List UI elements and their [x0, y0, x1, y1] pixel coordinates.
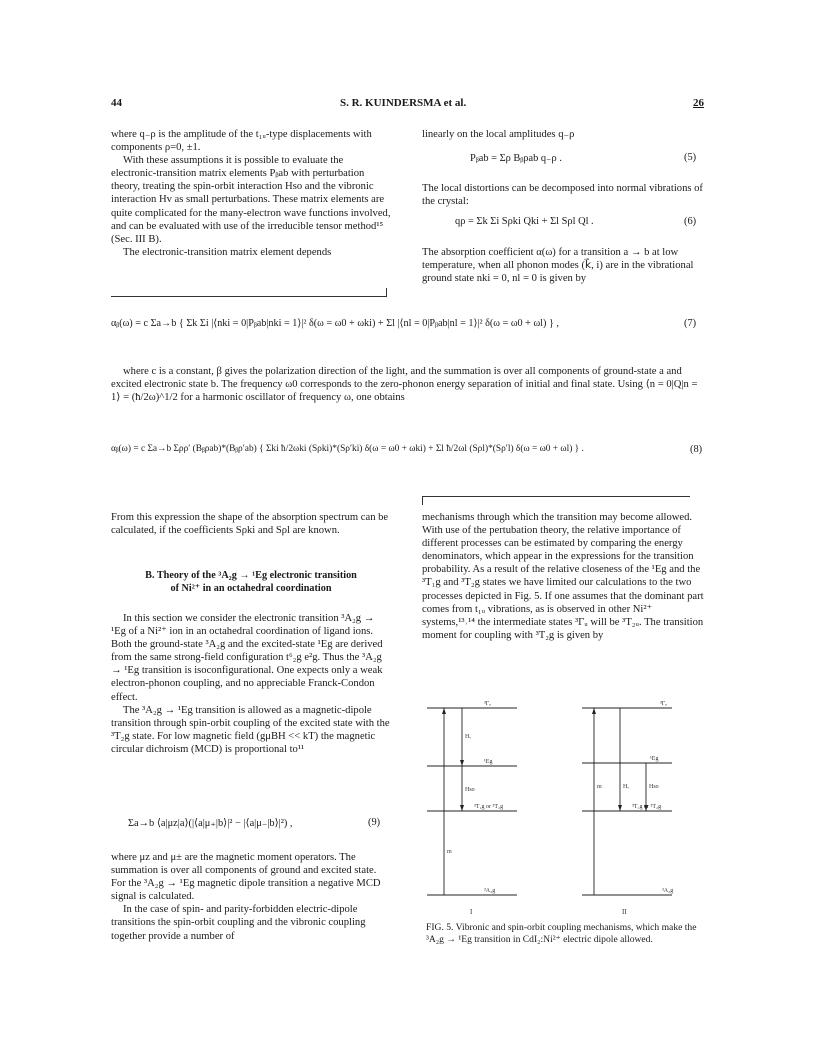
- panel-label-I: I: [470, 908, 473, 916]
- label-a2g-I: ³A₂g: [484, 888, 496, 894]
- right-top-column-2: [422, 182, 707, 208]
- label-hso-II: Hso: [649, 784, 659, 790]
- paragraph: The electronic-transition matrix element depends: [123, 246, 332, 258]
- equation-8: αᵦ(ω) = c Σa→b Σρρ′ (Bᵦρab)*(Bᵦρ′ab) { Σki ħ/2ωki (Sρki)*(Sρ′ki) δ(ω = ω0 + ωki) + Σl ħ/2ωl (Sρl)*(Sρ′l) δ(ω = ω0 + ωl) } .: [111, 444, 584, 454]
- right-bottom-column: [422, 511, 707, 642]
- equation-8-number: (8): [690, 444, 703, 455]
- panel-label-II: II: [622, 908, 627, 916]
- label-m-II: m: [597, 784, 602, 790]
- label-eg-I: ¹Eg: [484, 759, 493, 765]
- equation-5: Pᵦab = Σρ Bᵦρab q₋ρ .: [470, 153, 562, 164]
- left-top-column: [111, 128, 391, 259]
- label-gamma-u-I: ³Γᵤ: [484, 701, 492, 707]
- label-hv-I: Hᵥ: [465, 734, 472, 740]
- energy-level-diagram: [422, 688, 712, 923]
- right-top-column-3: [422, 246, 707, 285]
- paragraph: where μz and μ± are the magnetic moment operators. The summation is over all components of ground and excited state. For the ³A₂g → ¹Eg magnetic dipole transition a negative MCD signal is calculated.: [111, 852, 381, 903]
- equation-7-number: (7): [684, 318, 697, 329]
- paragraph: The local distortions can be decomposed into normal vibrations of the crystal:: [422, 183, 703, 208]
- running-title: S. R. KUINDERSMA et al.: [340, 97, 467, 109]
- paragraph: mechanisms through which the transition may become allowed. With use of the pertubation theory, the relative importance of different processes can be estimated by comparing the energy denominators, which appear in the expressions for the transition probability. As a result of the relative closeness of the ¹Eg and the ³T₁g and ³T₂g states we have limited our calculations to the two processes depicted in Fig. 5. If one assumes that the dominant part comes from t₁ᵤ vibrations, as is observed in other Ni²⁺ systems,¹³˒¹⁴ the intermediate states ³Γᵤ will be ³T₂ᵤ. The transition moment for coupling with ³T₂g is given by: [422, 512, 704, 641]
- column-end-tick: [386, 288, 387, 297]
- section-heading-line: B. Theory of the ³A₂g → ¹Eg electronic transition: [145, 570, 357, 581]
- equation-7: αᵦ(ω) = c Σa→b { Σk Σi |⟨nki = 0|Pᵦab|nki = 1⟩|² δ(ω = ω0 + ωki) + Σl |⟨nl = 0|Pᵦab|nl = 1⟩|² δ(ω = ω0 + ωl) } ,: [111, 318, 559, 329]
- label-hv-II: Hᵥ: [623, 784, 630, 790]
- middle-column: [111, 365, 707, 404]
- figure-caption: FIG. 5. Vibronic and spin-orbit coupling mechanisms, which make the ³A₂g → ¹Eg transition in CdI₂:Ni²⁺ electric dipole allowed.: [426, 922, 697, 945]
- column-start-rule: [422, 496, 690, 497]
- label-t-I: ³T₁g or ³T₂g: [474, 804, 504, 810]
- equation-6-number: (6): [684, 216, 697, 227]
- section-heading: [111, 569, 391, 595]
- paragraph: From this expression the shape of the absorption spectrum can be calculated, if the coefficients Sρki and Sρl are known.: [111, 512, 389, 537]
- paragraph: where q₋ρ is the amplitude of the t₁ᵤ-type displacements with components ρ=0, ±1.: [111, 129, 372, 154]
- paragraph: In this section we consider the electronic transition ³A₂g → ¹Eg of a Ni²⁺ ion in an octahedral coordination of ligand ions. Both the ground-state ³A₂g and the excited-state ¹Eg are derived from the same strong-field configuration t⁶₂g e²g. Thus the ³A₂g → ¹Eg transition is isoconfigurational. One expects only a weak electron-phonon coupling, and no appreciable Franck-Condon effect.: [111, 613, 383, 703]
- equation-5-number: (5): [684, 152, 697, 163]
- equation-9-number: (9): [368, 817, 381, 828]
- left-bottom-column: [111, 511, 391, 537]
- column-end-rule: [111, 296, 387, 297]
- left-bottom-column-3: [111, 851, 391, 943]
- paragraph: With these assumptions it is possible to evaluate the electronic-transition matrix elements Pᵦab with perturbation theory, treating the spin-orbit interaction Hso and the vibronic interaction Hv as small perturbations. These matrix elements are quite complicated for the many-electron wave functions involved, and can be evaluated with use of the irreducible tensor method¹⁵ (Sec. III B).: [111, 155, 391, 245]
- paragraph: linearly on the local amplitudes q₋ρ: [422, 129, 575, 140]
- label-t-II: ³T₁g or ³T₂g: [632, 804, 662, 810]
- volume-number: 26: [693, 97, 704, 109]
- label-eg-II: ¹Eg: [650, 756, 659, 762]
- equation-6: qρ = Σk Σi Sρki Qki + Σl Sρl Ql .: [455, 216, 594, 227]
- right-top-column: [422, 128, 707, 141]
- left-bottom-column-2: [111, 612, 391, 756]
- paragraph: The absorption coefficient α(ω) for a transition a → b at low temperature, when all phonon modes (k⃗, i) are in the vibrational ground state nki = 0, nl = 0 is given by: [422, 247, 694, 285]
- section-heading-line: of Ni²⁺ in an octahedral coordination: [170, 583, 332, 594]
- page-number: 44: [111, 97, 122, 109]
- label-hso-I: Hso: [465, 787, 475, 793]
- equation-9: Σa→b ⟨a|μz|a⟩(|⟨a|μ₊|b⟩|² − |⟨a|μ₋|b⟩|²) ,: [128, 818, 293, 829]
- label-a2g-II: ³A₂g: [662, 888, 674, 894]
- paragraph: The ³A₂g → ¹Eg transition is allowed as a magnetic-dipole transition through spin-orbit coupling of the excited state with the ³T₂g state. For low magnetic field (gμBH << kT) the magnetic circular dichroism (MCD) is proportional to¹¹: [111, 704, 390, 755]
- label-gamma-u-II: ³Γᵤ: [660, 701, 668, 707]
- label-m-I: m: [447, 849, 452, 855]
- paragraph: In the case of spin- and parity-forbidden electric-dipole transitions the spin-orbit coupling and the vibronic coupling together provide a number of: [111, 904, 366, 942]
- paragraph: where c is a constant, β gives the polarization direction of the light, and the summation is over all components of ground-state a and excited electronic state b. The frequency ω0 corresponds to the zero-phonon energy separation of initial and final state. Using ⟨n = 0|Q|n = 1⟩ = (ħ/2ω)^1/2 for a harmonic oscillator of frequency ω, one obtains: [111, 366, 698, 404]
- column-start-tick: [422, 496, 423, 505]
